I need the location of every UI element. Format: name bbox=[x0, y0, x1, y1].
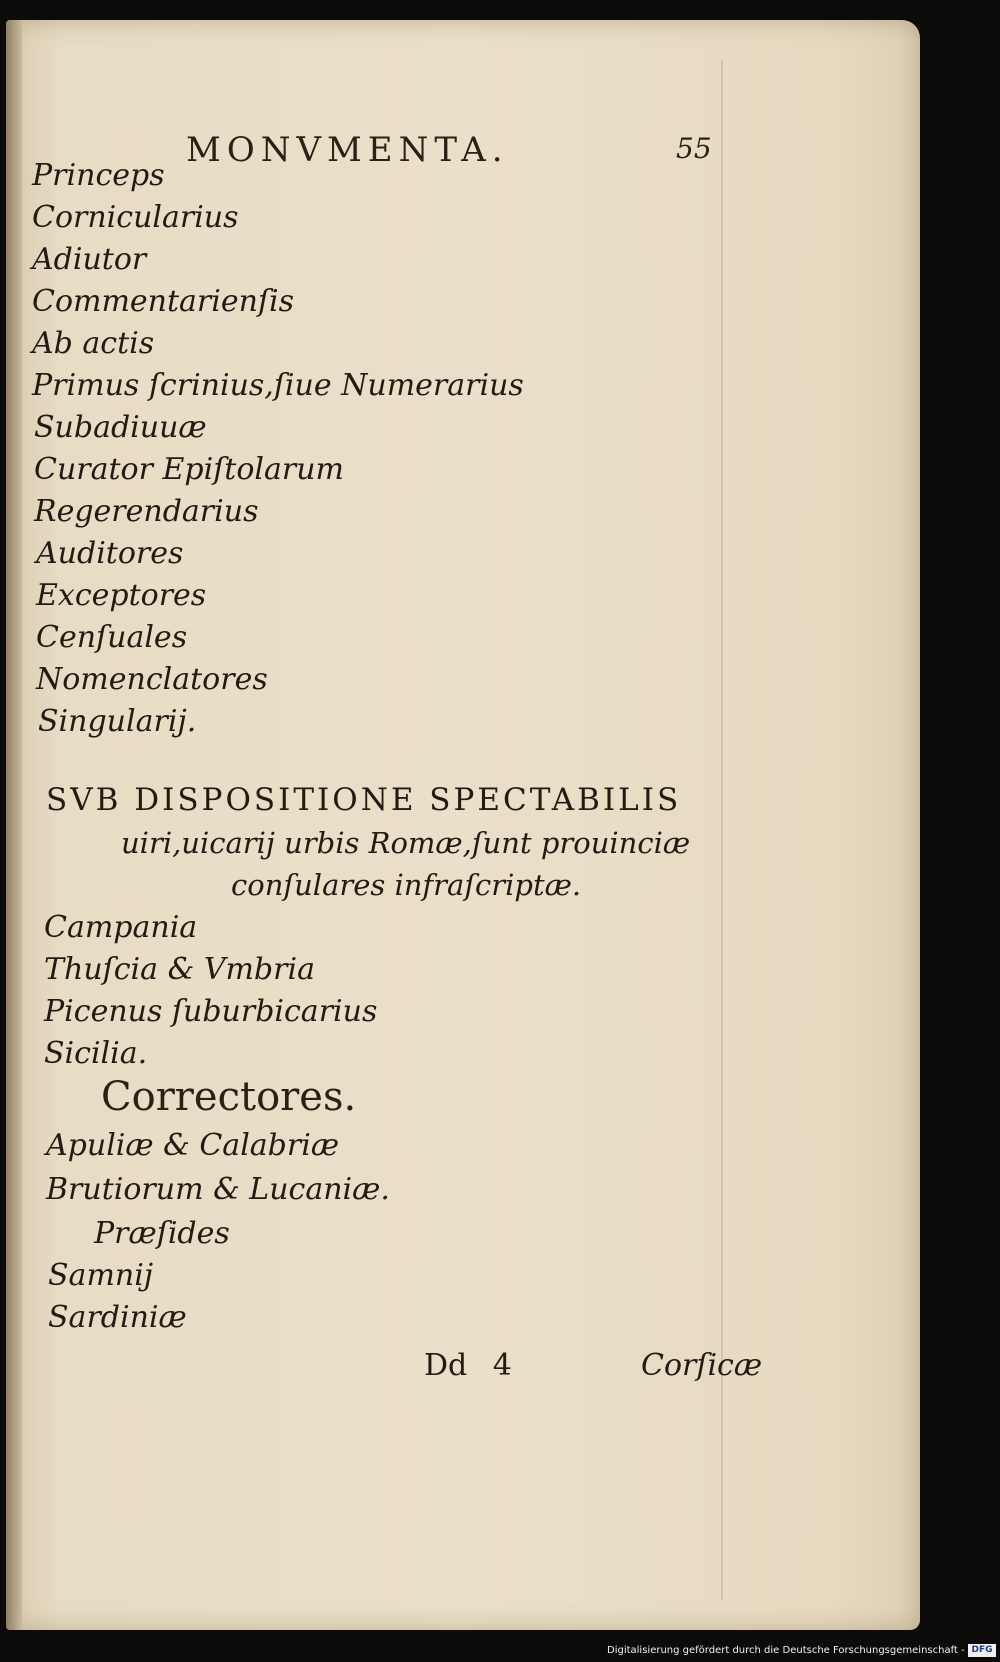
list-item: Ab actis bbox=[32, 326, 155, 361]
list-item: Apuliæ & Calabriæ bbox=[46, 1128, 340, 1163]
list-item: Campania bbox=[44, 910, 198, 945]
list-item: Cenſuales bbox=[36, 620, 188, 655]
list-item: Cornicularius bbox=[32, 200, 239, 235]
book-page bbox=[6, 20, 920, 1630]
page-gutter bbox=[6, 20, 22, 1630]
dfg-logo: DFG bbox=[968, 1644, 996, 1657]
catchword: Corſicæ bbox=[641, 1348, 763, 1383]
running-head: MONVMENTA. bbox=[186, 130, 509, 170]
section-heading: SVB DISPOSITIONE SPECTABILIS bbox=[46, 782, 682, 818]
list-item: Picenus ſuburbicarius bbox=[44, 994, 378, 1029]
list-item: Auditores bbox=[36, 536, 184, 571]
list-item: Brutiorum & Lucaniæ. bbox=[46, 1172, 390, 1207]
list-item: Curator Epiſtolarum bbox=[34, 452, 345, 487]
list-item: Primus ſcrinius,ſiue Numerarius bbox=[32, 368, 524, 403]
list-item: Samnij bbox=[48, 1258, 154, 1293]
list-item: Exceptores bbox=[36, 578, 207, 613]
list-item: Subadiuuæ bbox=[34, 410, 207, 445]
digitization-credit: Digitalisierung gefördert durch die Deutsche Forschungsgemeinschaft - bbox=[607, 1645, 965, 1656]
section-subheading: conſulares infraſcriptæ. bbox=[231, 868, 582, 902]
list-item: Adiutor bbox=[32, 242, 147, 277]
list-item: Nomenclatores bbox=[36, 662, 268, 697]
list-item: Thuſcia & Vmbria bbox=[44, 952, 315, 987]
list-item: Sicilia. bbox=[44, 1036, 148, 1071]
list-item: Singularij. bbox=[38, 704, 197, 739]
page-number: 55 bbox=[676, 132, 712, 165]
list-item: Sardiniæ bbox=[48, 1300, 187, 1335]
list-item: Regerendarius bbox=[34, 494, 259, 529]
list-item: Commentarienſis bbox=[32, 284, 295, 319]
list-item: Princeps bbox=[32, 158, 165, 193]
subheading-praesides: Præſides bbox=[94, 1216, 230, 1251]
section-subheading: uiri,uicarij urbis Romæ,ſunt prouinciæ bbox=[121, 826, 691, 860]
signature-mark: Dd 4 bbox=[424, 1348, 512, 1383]
subheading-correctores: Correctores. bbox=[101, 1074, 357, 1120]
